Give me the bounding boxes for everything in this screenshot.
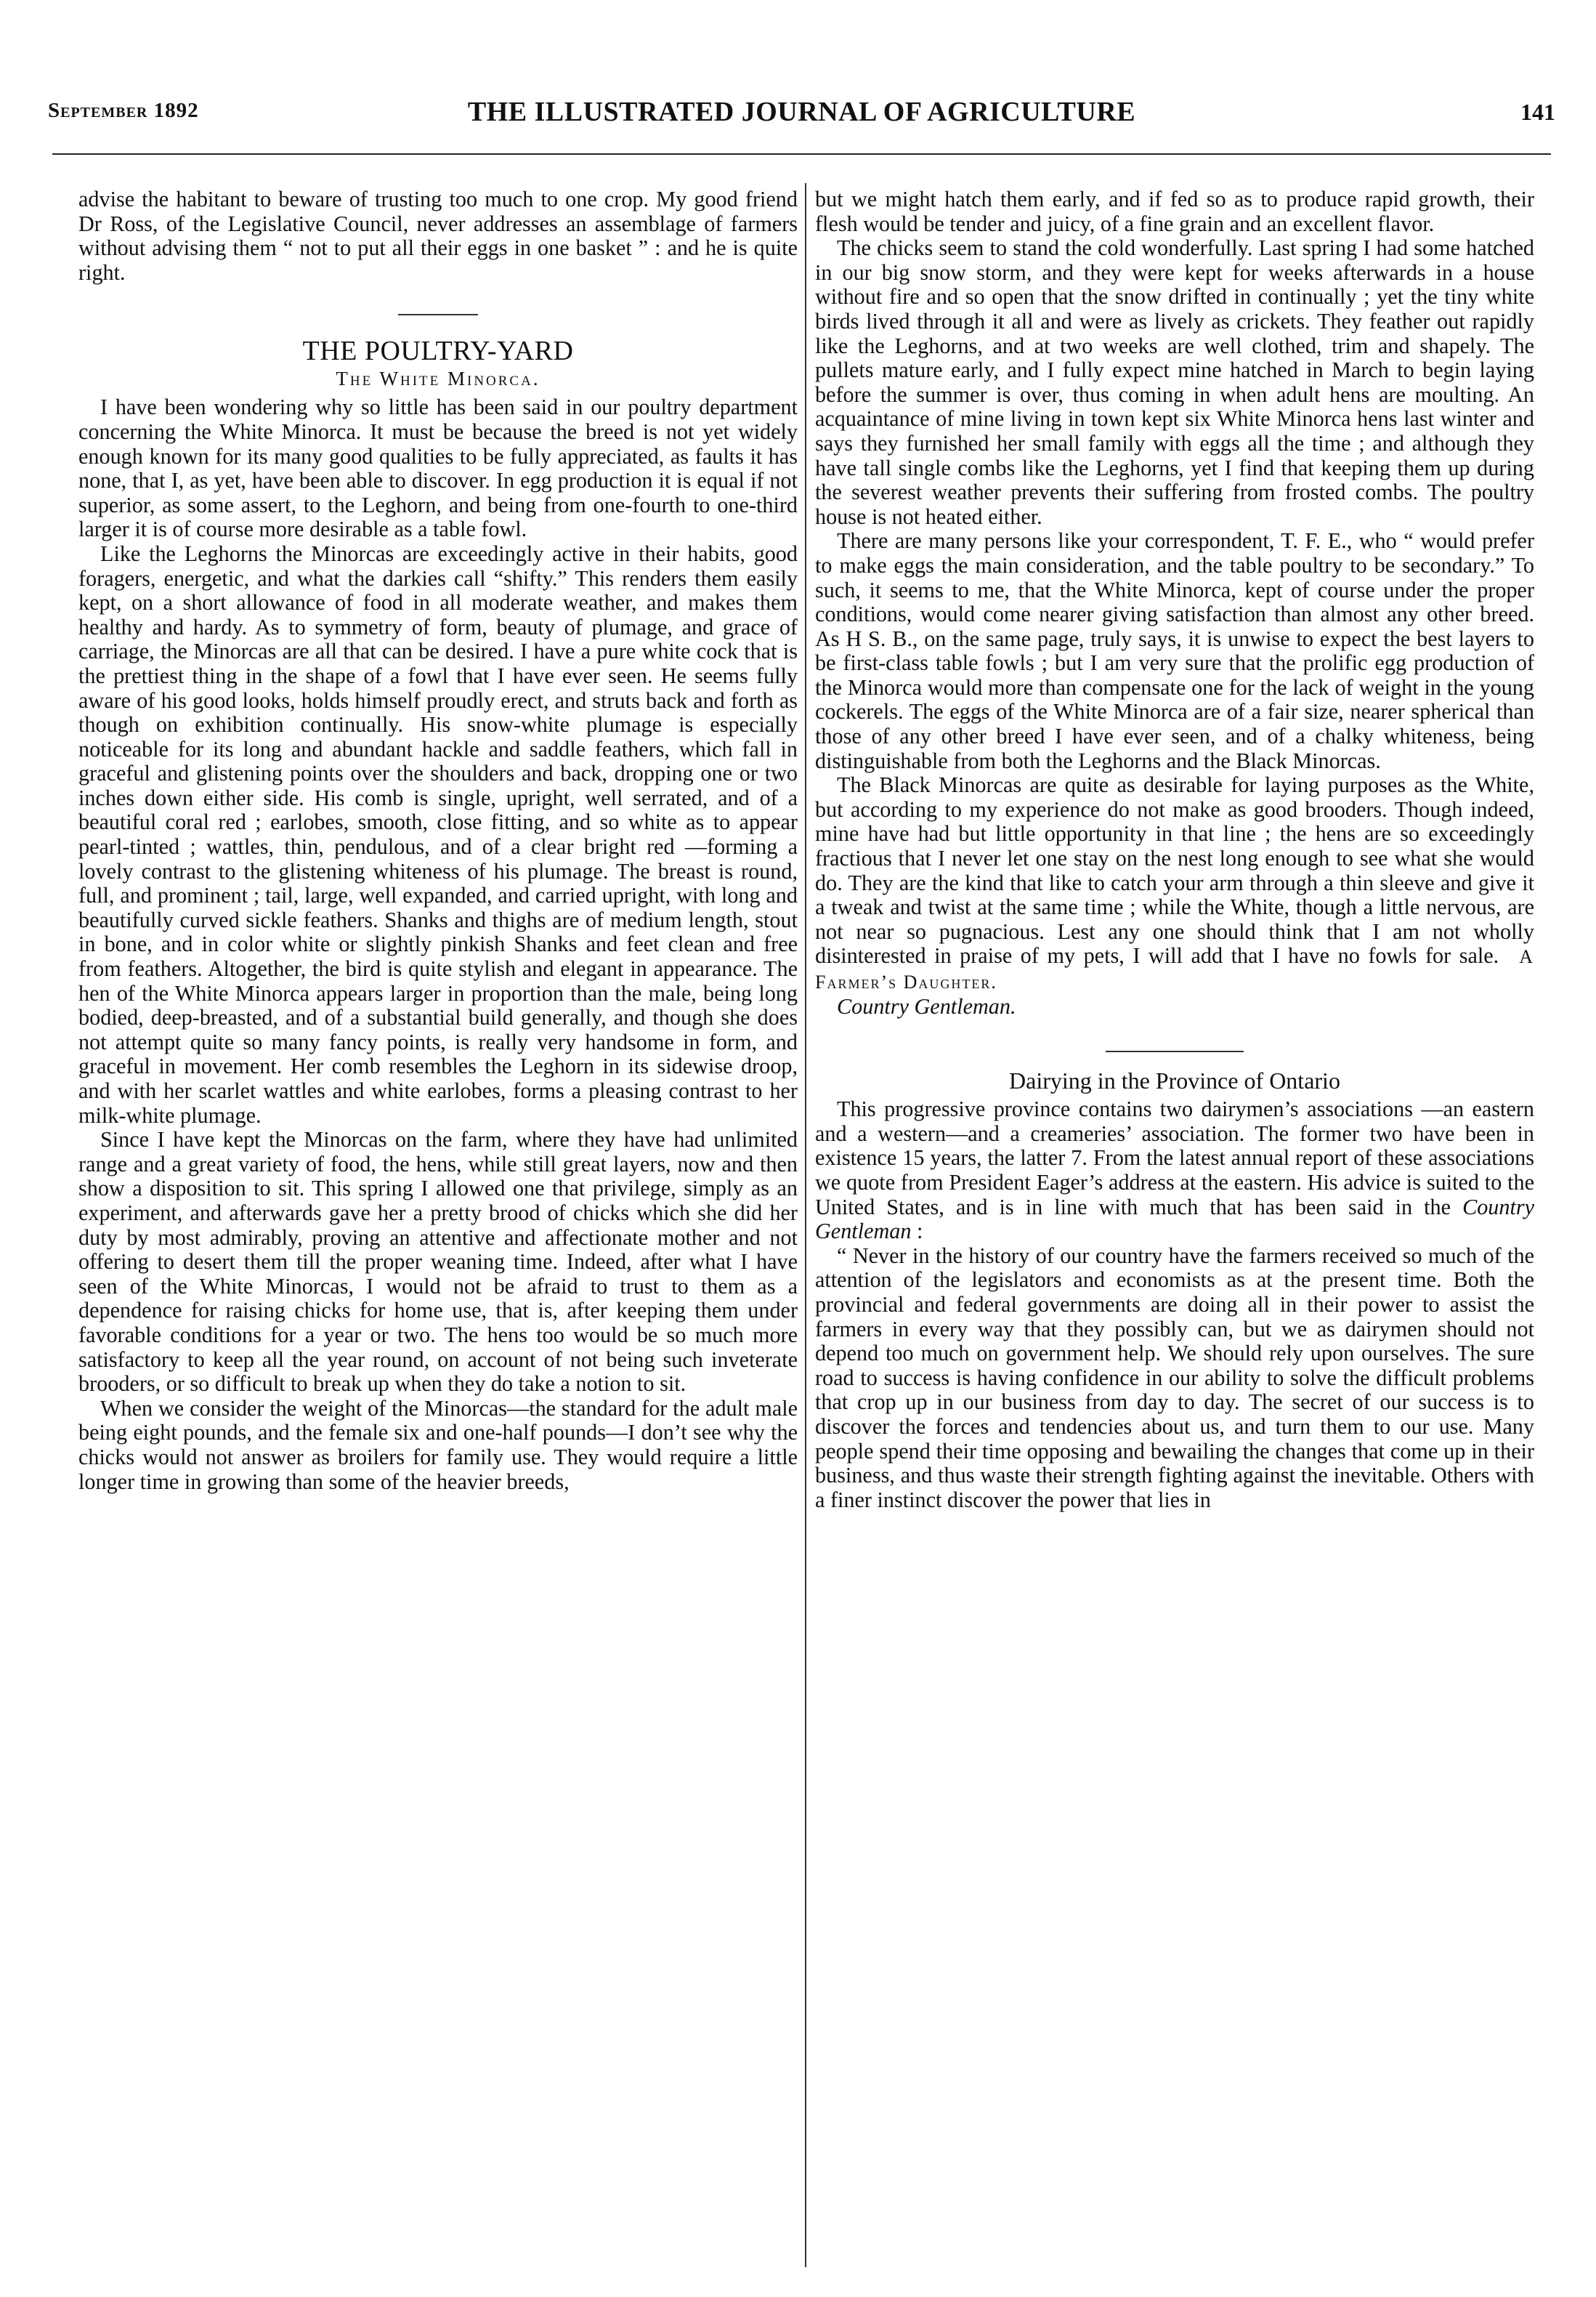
paragraph: “ Never in the history of our country have the farmers received so much of the attention of the legislators and economists as at the present time. Both the provincial and federal governments are doing all in their power to assist the farmers in every way that they possibly can, but we as dairymen should not depend too much on government help. We should rely upon ourselves. The sure road to success is having confidence in our ability to solve the difficult problems that crop up in our business from day to day. The secret of our success is to discover the forces and tendencies about us, and turn them to our use. Many people spend their time opposing and bewailing the changes that come up in their business, and thus waste their strength fighting against the inevitable. Others with a finer instinct discover the power that lies in [815, 1243, 1534, 1512]
paragraph: Since I have kept the Minorcas on the farm, where they have had unlimited range and a great variety of food, the hens, while still great layers, now and then show a disposition to sit. This spring I allowed one that privilege, simply as an experiment, and afterwards gave her a pretty brood of chicks which she did her duty by most admirably, proving an attentive and affectionate mother and not offering to desert them till the proper weaning time. Indeed, after what I have seen of the White Minorcas, I would not be afraid to trust to them as a dependence for raising chicks for home use, that is, after keeping them under favorable conditions for a year or two. The hens too would be so much more satisfactory to keep all the year round, on account of not being such inveterate brooders, or so difficult to break up when they do take a notion to sit. [78, 1127, 798, 1397]
column-rule [805, 183, 806, 2267]
section-divider [1106, 1051, 1244, 1052]
right-column [815, 187, 1534, 2280]
paragraph [815, 1097, 1534, 1244]
paragraph: There are many persons like your correspondent, T. F. E., who “ would prefer to make eggs the main consideration, and the table poultry to be secondary.” To such, it seems to me, that the White Minorca, kept of course under the proper conditions, would come nearer giving satisfaction than almost any other breed. As H S. B., on the same page, truly says, it is unwise to expect the best layers to be first-class table fowls ; but I am very sure that the prolific egg production of the Minorca would more than compensate one for the lack of weight in the young cockerels. The eggs of the White Minorca are of a fair size, nearer spherical than those of any other breed I have ever seen, and of a chalky whiteness, being distinguishable from both the Leghorns and the Black Minorcas. [815, 528, 1534, 773]
source-credit: Country Gentleman. [837, 993, 1016, 1019]
issue-date: September 1892 [48, 99, 199, 122]
paragraph: Like the Leghorns the Minorcas are exceedingly active in their habits, good foragers, energetic, and what the darkies call “shifty.” This renders them easily kept, on a short allowance of food in all moderate weather, and makes them healthy and hardy. As to symmetry of form, beauty of plumage, and grace of carriage, the Minorcas are all that can be desired. I have a pure white cock that is the prettiest thing in the shape of a fowl that I have ever seen. He seems fully aware of his good looks, holds himself proudly erect, and struts back and forth as though on exhibition continually. His snow-white plumage is especially noticeable for its long and abundant hackle and saddle feathers, which fall in graceful and glistening points over the shoulders and back, dropping one or two inches down either side. His comb is single, upright, well serrated, and of a beautiful coral red ; earlobes, smooth, close fitting, and so white as to appear pearl-tinted ; wattles, thin, pendulous, and of a clear bright red —forming a lovely contrast to the glistening whiteness of his plumage. The breast is round, full, and prominent ; tail, large, well expanded, and carried upright, with long and beautifully curved sickle feathers. Shanks and thighs are of medium length, stout in bone, and in color white or slightly pinkish Shanks and feet clean and free from feathers. Altogether, the bird is quite stylish and elegant in appearance. The hen of the White Minorca appears larger in proportion than the male, being long bodied, deep-breasted, and of a substantial build generally, and though she does not attempt quite so many fancy points, is really very handsome in form, and graceful in movement. Her comb resembles the Leghorn in its sidewise droop, and with her scarlet wattles and white earlobes, forms a pleasing contrast to her milk-white plumage. [78, 541, 798, 1128]
paragraph: The chicks seem to stand the cold wonderfully. Last spring I had some hatched in our big snow storm, and they were kept for weeks afterwards in a house without fire and so open that the snow drifted in continually ; yet the tiny white birds lived through it all and were as lively as crickets. They feather out rapidly like the Leghorns, and at two weeks are well clothed, trim and shapely. The pullets mature early, and I fully expect mine hatched in March to begin laying before the summer is over, thus coming in when adult hens are moulting. An acquaintance of mine living in town kept six White Minorca hens last winter and says they furnished her small family with eggs all the time ; and although they have tall single combs like the Leghorns, yet I find that keeping them up during the severest weather prevents their suffering from frosted combs. The poultry house is not heated either. [815, 235, 1534, 529]
journal-title: THE ILLUSTRATED JOURNAL OF AGRICULTURE [467, 97, 1136, 127]
author-signature: A Farmer’s Daughter. [815, 946, 1534, 993]
paragraph: When we consider the weight of the Minorcas—the standard for the adult male being eight pounds, and the female six and one-half pounds—I don’t see why the chicks would not answer as broilers for family use. They would require a little longer time in growing than some of the heavier breeds, [78, 1395, 798, 1494]
paragraph-text: The Black Minorcas are quite as desirable for laying purposes as the White, but according to my experience do not make as good brooders. Though indeed, mine have had but little opportunity in that line ; the hens are so exceedingly fractious that I never let one stay on the nest long enough to see what she would do. They are the kind that like to catch your arm through a thin sleeve and give it a tweak and twist at the same time ; while the White, though a little nervous, are not near so pugnacious. Lest any one should think that I am not wholly disinterested in praise of my pets, I will add that I have no fowls for sale. [815, 772, 1534, 969]
page-number: 141 [1520, 99, 1555, 125]
continued-paragraph: advise the habitant to beware of trusting too much to one crop. My good friend Dr Ross, of the Legislative Council, never addresses an assemblage of farmers without advising them “ not to put all their eggs in one basket ” : and he is quite right. [78, 187, 798, 285]
paragraph-end: : [911, 1219, 923, 1244]
article-title-dairying: Dairying in the Province of Ontario [1009, 1067, 1340, 1094]
paragraph-text: This progressive province contains two dairymen’s associations —an eastern and a western—and a creameries’ association. The former two have been in existence 15 years, the latter 7. From the latest annual report of these associations we quote from President Eager’s address at the eastern. His advice is suited to the United States, and is in line with much that has been said in the [815, 1097, 1534, 1219]
paragraph [815, 773, 1534, 994]
header-rule [52, 153, 1551, 155]
section-title-poultry: THE POULTRY-YARD [302, 336, 574, 367]
continued-paragraph: but we might hatch them early, and if fed so as to produce rapid growth, their flesh would be tender and juicy, of a fine grain and an excellent flavor. [815, 187, 1534, 236]
publication-name: Country Gentleman [815, 1194, 1534, 1244]
running-head [48, 92, 1555, 137]
left-column [78, 187, 798, 2280]
paragraph: I have been wondering why so little has been said in our poultry department concerning the White Minorca. It must be because the breed is not yet widely enough known for its many good qualities to be fully appreciated, as faults it has none, that I, as yet, have been able to discover. In egg production it is equal if not superior, as some assert, to the Leghorn, and being from one-fourth to one-third larger it is of course more desirable as a table fowl. [78, 395, 798, 542]
section-divider [398, 314, 478, 315]
article-subtitle: The White Minorca. [336, 368, 540, 390]
